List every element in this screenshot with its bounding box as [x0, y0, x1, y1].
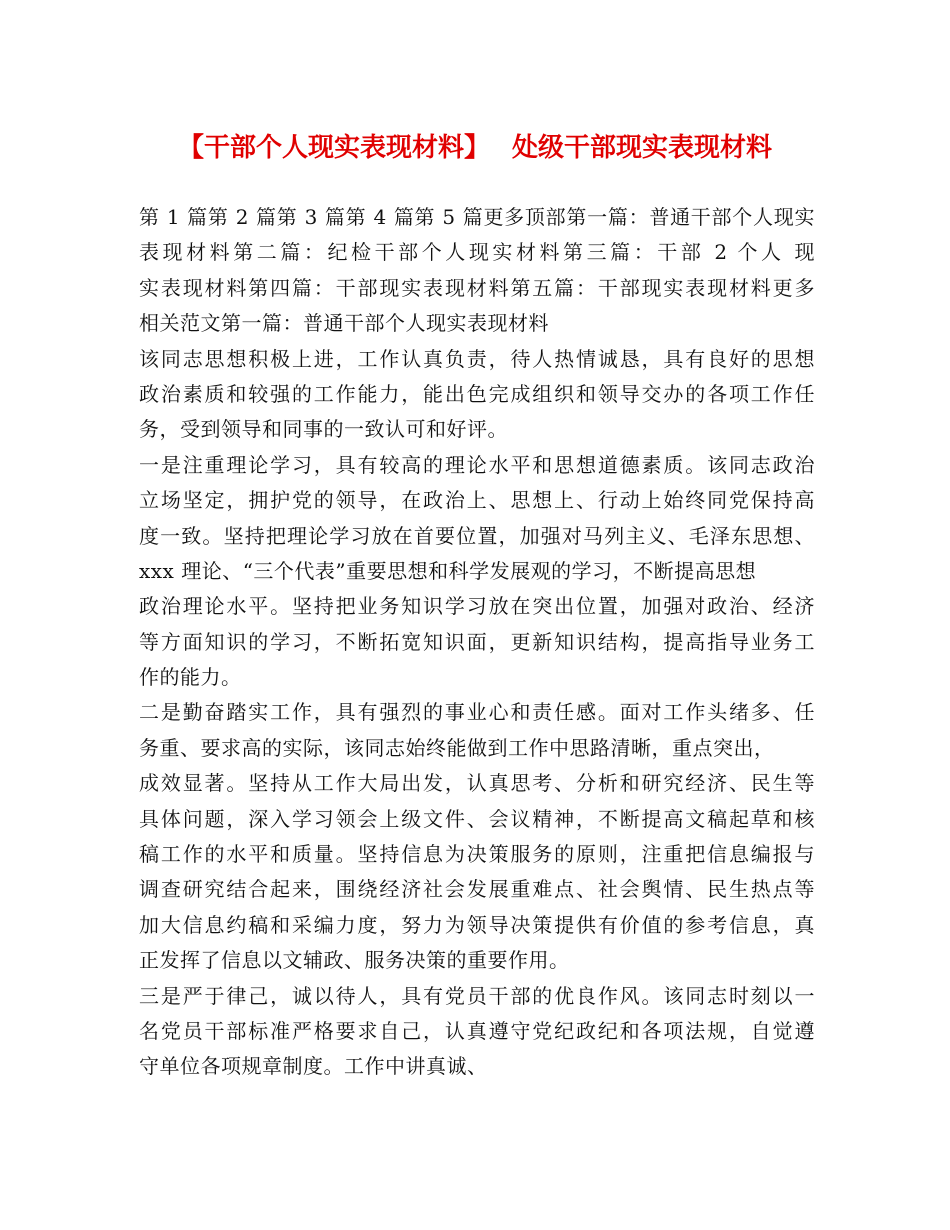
text-line: 二是勤奋踏实工作，具有强烈的事业心和责任感。面对工作头绪多、任	[139, 700, 815, 725]
text-line: 等方面知识的学习，不断拓宽知识面，更新知识结构，提高指导业务工	[139, 629, 815, 654]
text-line: 政治理论水平。坚持把业务知识学习放在突出位置，加强对政治、经济	[139, 594, 815, 619]
text-line: 作的能力。	[139, 665, 242, 690]
text-line: 正发挥了信息以文辅政、服务决策的重要作用。	[139, 948, 570, 973]
text-line: 立场坚定，拥护党的领导，在政治上、思想上、行动上始终同党保持高	[139, 488, 815, 513]
text-line: 度一致。坚持把理论学习放在首要位置，加强对马列主义、毛泽东思想、	[139, 523, 815, 548]
text-line: 一是注重理论学习，具有较高的理论水平和思想道德素质。该同志政治	[139, 452, 815, 477]
title-part-2: 处级干部现实表现材料	[512, 133, 773, 163]
text-line: 成效显著。坚持从工作大局出发，认真思考、分析和研究经济、民生等	[139, 771, 815, 796]
text-line: 务重、要求高的实际，该同志始终能做到工作中思路清晰，重点突出，	[139, 735, 775, 760]
text-line: 该同志思想积极上进，工作认真负责，待人热情诚恳，具有良好的思想	[139, 346, 815, 371]
text-line: 名党员干部标准严格要求自己，认真遵守党纪政纪和各项法规，自觉遵	[139, 1018, 815, 1043]
text-line: 加大信息约稿和采编力度，努力为领导决策提供有价值的参考信息，真	[139, 912, 815, 937]
title-part-1: 【干部个人现实表现材料】	[177, 133, 490, 163]
document-title	[0, 128, 950, 168]
text-line: 调查研究结合起来，围绕经济社会发展重难点、社会舆情、民生热点等	[139, 877, 815, 902]
text-line: 相关范文第一篇：普通干部个人现实表现材料	[139, 311, 549, 336]
text-line: xxx 理论、“三个代表”重要思想和科学发展观的学习，不断提高思想	[139, 558, 757, 583]
text-line: 第 1 篇第 2 篇第 3 篇第 4 篇第 5 篇更多顶部第一篇：普通干部个人现实	[139, 205, 815, 229]
document-body	[139, 200, 815, 1085]
text-line: 三是严于律己，诚以待人，具有党员干部的优良作风。该同志时刻以一	[139, 983, 815, 1008]
text-line: 具体问题，深入学习领会上级文件、会议精神，不断提高文稿起草和核	[139, 806, 815, 831]
text-line: 稿工作的水平和质量。坚持信息为决策服务的原则，注重把信息编报与	[139, 842, 815, 867]
text-line: 务，受到领导和同事的一致认可和好评。	[139, 417, 508, 442]
text-line: 政治素质和较强的工作能力，能出色完成组织和领导交办的各项工作任	[139, 381, 815, 406]
text-line: 实表现材料第四篇：干部现实表现材料第五篇：干部现实表现材料更多	[139, 275, 815, 300]
text-line: 表现材料第二篇：纪检干部个人现实材料第三篇：干部 2 个人 现	[139, 240, 815, 265]
text-line: 守单位各项规章制度。工作中讲真诚、	[139, 1054, 488, 1079]
